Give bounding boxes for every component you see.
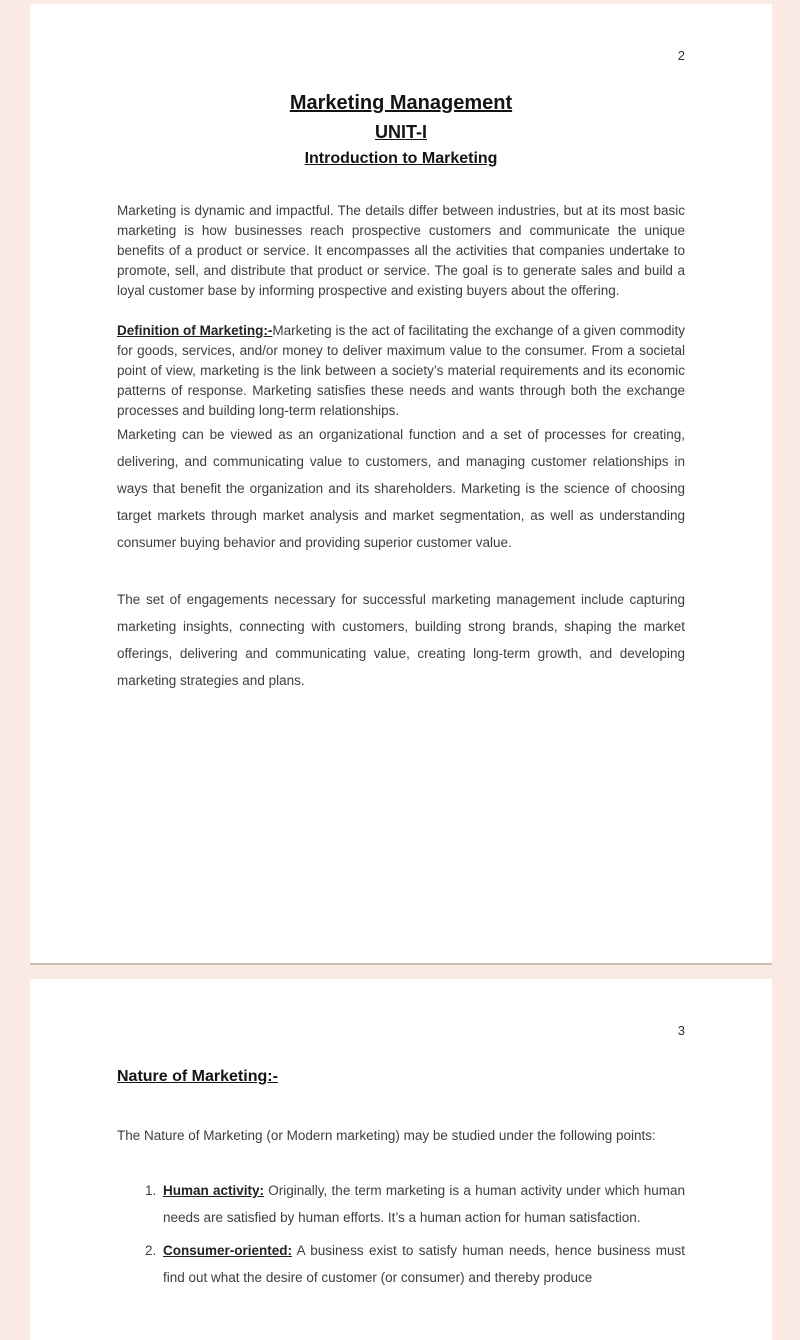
list-number: 1. (145, 1183, 157, 1198)
list-number: 2. (145, 1243, 157, 1258)
nature-intro: The Nature of Marketing (or Modern marketing) may be studied under the following points: (117, 1128, 656, 1143)
list-term: Human activity: (163, 1183, 265, 1198)
list-body: A business exist to satisfy human needs, hence business must find out what the desire of customer (or consumer) and thereby produce (163, 1243, 685, 1285)
list-body: Originally, the term marketing is a human activity under which human needs are satisfied by human efforts. It’s a human action for human satisfaction. (163, 1183, 685, 1225)
page-number: 3 (677, 1023, 685, 1038)
paragraph-overview: Marketing is dynamic and impactful. The details differ between industries, but at its most basic marketing is how businesses reach prospective customers and communicate the unique benefits of a product or service. It encompasses all the activities that companies undertake to promote, sell, and distribute that product or service. The goal is to generate sales and build a loyal customer base by informing prospective and existing buyers about the offering. (117, 203, 685, 298)
page-number: 2 (677, 48, 685, 63)
title-introduction: Introduction to Marketing (304, 150, 498, 167)
paragraph-definition (117, 321, 685, 421)
doc-page-2 (30, 4, 772, 965)
list-term: Consumer-oriented: (163, 1243, 293, 1258)
list-text (163, 1237, 685, 1291)
list-text (163, 1177, 685, 1231)
doc-page-3 (30, 979, 772, 1340)
definition-term: Definition of Marketing:- (117, 323, 273, 338)
definition-text: Marketing is the act of facilitating the exchange of a given commodity for goods, services, and/or money to deliver maximum value to the consumer. From a societal point of view, marketing is the link between a society’s material requirements and its economic patterns of response. Marketing satisfies these needs and wants through both the exchange processes and building long-term relationships. (117, 323, 685, 418)
list-item-consumer-oriented (117, 1237, 685, 1291)
title-unit: UNIT-I (375, 122, 427, 142)
title-marketing-management: Marketing Management (289, 92, 513, 114)
paragraph-org-function: Marketing can be viewed as an organizational function and a set of processes for creating, delivering, and communicating value to customers, and managing customer relationships in ways that benefit the organization and its shareholders. Marketing is the science of choosing target markets through market analysis and market segmentation, as well as understanding consumer buying behavior and providing superior customer value. (117, 427, 685, 550)
paragraph-engagements: The set of engagements necessary for successful marketing management include capturing marketing insights, connecting with customers, building strong brands, shaping the market offerings, delivering and communicating value, creating long-term growth, and developing marketing strategies and plans. (117, 592, 685, 688)
list-item-human-activity (117, 1177, 685, 1231)
nature-list (117, 1177, 685, 1291)
nature-of-marketing-heading: Nature of Marketing:- (117, 1068, 278, 1085)
